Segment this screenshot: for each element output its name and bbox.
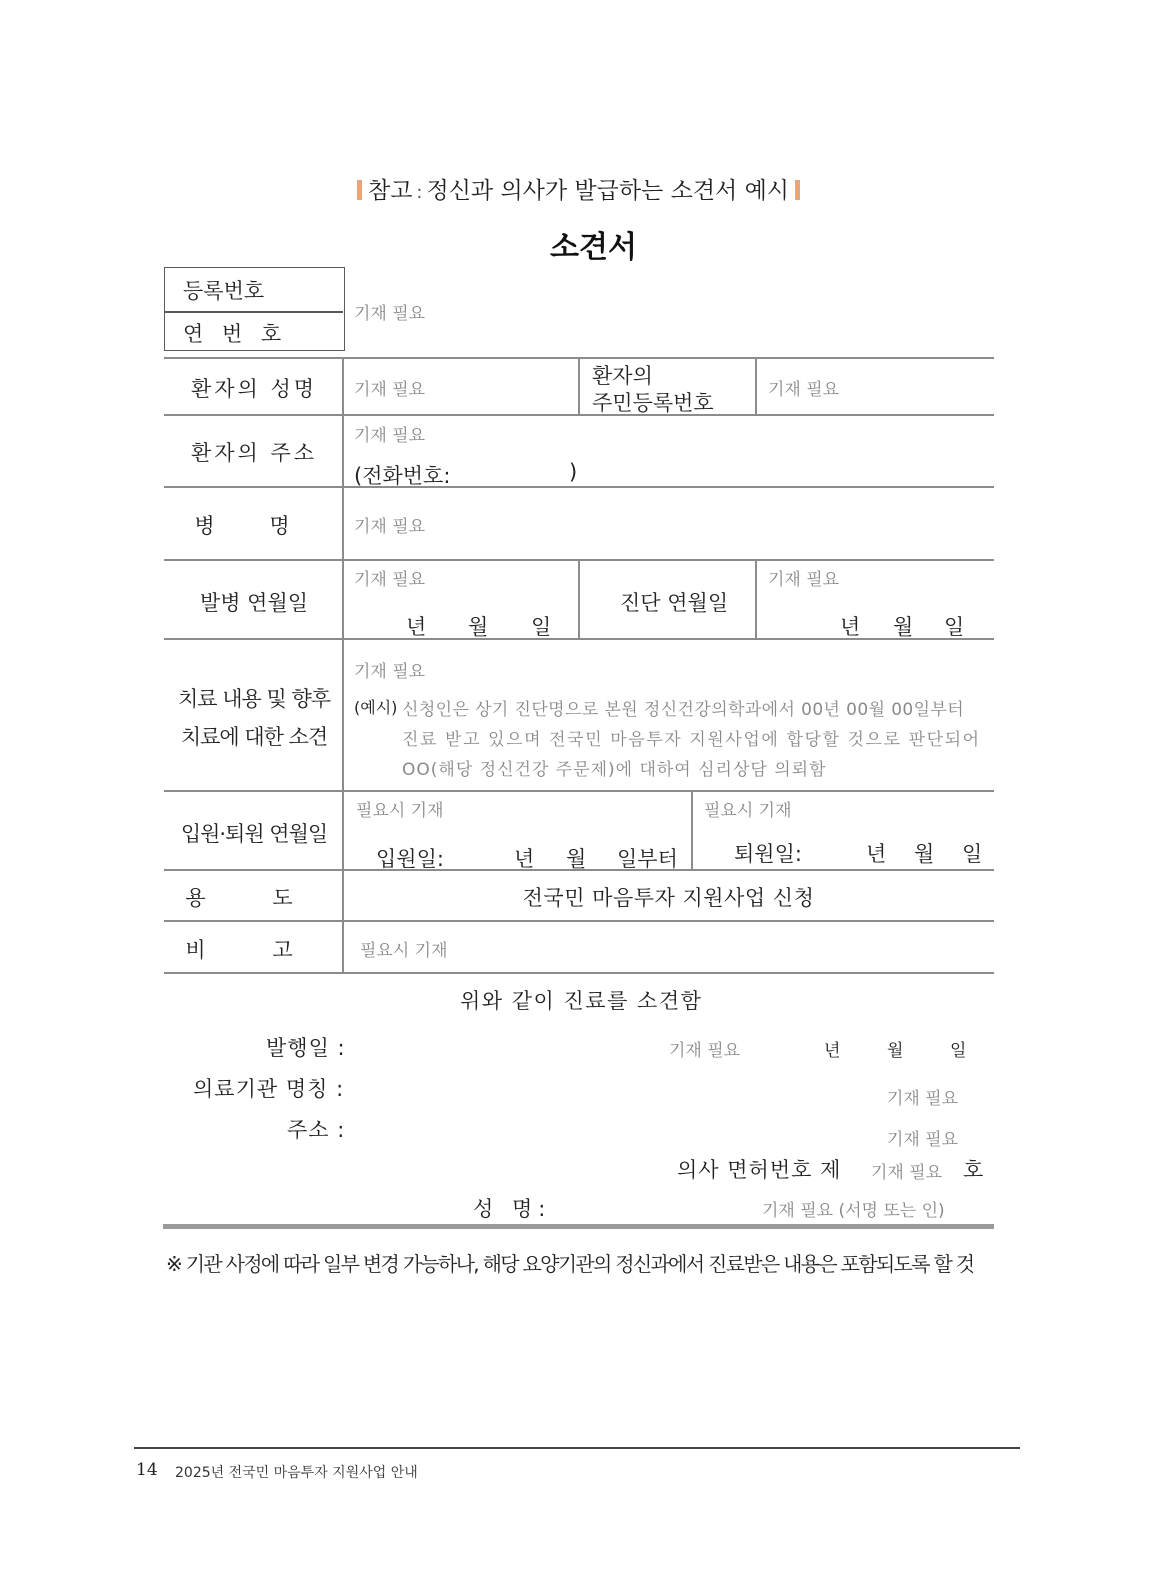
disease-label: 병 명: [194, 514, 314, 538]
reg-no-placeholder[interactable]: 기재 필요: [354, 304, 426, 324]
institution-placeholder[interactable]: 기재 필요: [887, 1089, 959, 1109]
onset-placeholder[interactable]: 기재 필요: [354, 570, 426, 590]
treatment-label-1: 치료 내용 및 향후: [177, 687, 331, 711]
address-label: 주소 :: [287, 1118, 346, 1142]
issue-month: 월: [887, 1041, 904, 1061]
example-line-1: 신청인은 상기 진단명으로 본원 정신건강의학과에서 00년 00월 00일부터: [402, 700, 965, 720]
reference-heading: [0, 172, 1157, 205]
disease-placeholder[interactable]: 기재 필요: [354, 517, 426, 537]
reg-no-label: 등록번호: [183, 279, 265, 303]
phone-close: ): [569, 460, 578, 484]
accent-bar-left: [357, 180, 362, 200]
patient-address-placeholder[interactable]: 기재 필요: [354, 426, 426, 446]
onset-month: 월: [468, 615, 489, 639]
discharge-month: 월: [914, 842, 935, 866]
issue-day: 일: [950, 1041, 967, 1061]
patient-name-placeholder[interactable]: 기재 필요: [354, 380, 426, 400]
name-id-divider-a: [578, 357, 580, 415]
diagnosis-date-label: 진단 연월일: [620, 591, 729, 615]
patient-id-label-2: 주민등록번호: [592, 391, 714, 415]
footer-title: 2025년 전국민 마음투자 지원사업 안내: [175, 1465, 418, 1481]
document-title: 소견서: [550, 230, 637, 265]
institution-label: 의료기관 명칭 :: [193, 1077, 345, 1101]
diagnosis-placeholder[interactable]: 기재 필요: [768, 570, 840, 590]
example-line-2: 진료 받고 있으며 전국민 마음투자 지원사업에 합당할 것으로 판단되어: [402, 730, 981, 750]
license-suffix: 호: [963, 1158, 984, 1182]
rule-8: [164, 920, 994, 922]
onset-diagnosis-divider-b: [755, 559, 757, 639]
purpose-value: 전국민 마음투자 지원사업 신청: [522, 886, 815, 910]
purpose-label: 용 도: [185, 886, 323, 910]
issue-year: 년: [824, 1041, 841, 1061]
registration-divider: [165, 311, 343, 313]
address-placeholder[interactable]: 기재 필요: [887, 1130, 959, 1150]
onset-day: 일: [531, 615, 552, 639]
patient-name-label: 환자의 성명: [190, 377, 318, 401]
admission-placeholder[interactable]: 필요시 기재: [356, 801, 444, 821]
closing-thick-rule: [163, 1224, 994, 1229]
treatment-placeholder[interactable]: 기재 필요: [354, 662, 426, 682]
license-placeholder[interactable]: 기재 필요: [871, 1163, 943, 1183]
diagnosis-month: 월: [893, 615, 914, 639]
example-line-3: OO(해당 정신건강 주문제)에 대하여 심리상담 의뢰함: [402, 760, 827, 780]
diagnosis-day: 일: [944, 615, 965, 639]
treatment-label-2: 치료에 대한 소견: [180, 725, 328, 749]
remarks-label: 비 고: [185, 938, 323, 962]
admission-discharge-label: 입원·퇴원 연월일: [180, 822, 328, 846]
heading-text: 정신과 의사가 발급하는 소견서 예시: [426, 178, 790, 204]
footer-page-number: 14: [136, 1460, 158, 1480]
discharge-day: 일: [962, 842, 983, 866]
onset-date-label: 발병 연월일: [199, 591, 309, 615]
heading-prefix: 참고: [367, 178, 413, 204]
discharge-text: 퇴원일:: [734, 842, 802, 866]
phone-open: (전화번호:: [354, 464, 451, 488]
admission-day: 일부터: [617, 847, 678, 871]
signature-placeholder[interactable]: 기재 필요 (서명 또는 인): [762, 1201, 945, 1221]
issue-date-label: 발행일 :: [266, 1036, 346, 1060]
issue-date-placeholder[interactable]: 기재 필요: [669, 1041, 741, 1061]
footer-rule: [134, 1447, 1020, 1449]
admission-text: 입원일:: [376, 847, 444, 871]
onset-year: 년: [406, 615, 427, 639]
patient-id-label-1: 환자의: [592, 364, 653, 388]
patient-address-label: 환자의 주소: [190, 441, 318, 465]
onset-diagnosis-divider-a: [578, 559, 580, 639]
name-label: 성 명:: [473, 1197, 552, 1221]
patient-id-placeholder[interactable]: 기재 필요: [768, 380, 840, 400]
heading-separator: :: [416, 182, 423, 203]
example-tag: (예시): [354, 698, 398, 717]
serial-no-label: 연 번 호: [183, 322, 288, 346]
name-id-divider-b: [755, 357, 757, 415]
discharge-year: 년: [866, 842, 887, 866]
discharge-placeholder[interactable]: 필요시 기재: [704, 801, 792, 821]
remarks-placeholder[interactable]: 필요시 기재: [360, 941, 448, 961]
admission-discharge-divider: [691, 790, 693, 870]
admission-year: 년: [514, 847, 535, 871]
footnote: ※ 기관 사정에 따라 일부 변경 가능하나, 해당 요양기관의 정신과에서 진료받은 내용은 포함되도록 할 것: [166, 1252, 974, 1276]
diagnosis-year: 년: [840, 615, 861, 639]
license-prefix: 의사 면허번호 제: [677, 1158, 842, 1182]
accent-bar-right: [795, 180, 800, 200]
rule-9: [164, 972, 994, 974]
rule-6: [164, 790, 994, 792]
rule-3: [164, 486, 994, 488]
admission-month: 월: [566, 847, 587, 871]
closing-statement: 위와 같이 진료를 소견함: [460, 989, 703, 1013]
